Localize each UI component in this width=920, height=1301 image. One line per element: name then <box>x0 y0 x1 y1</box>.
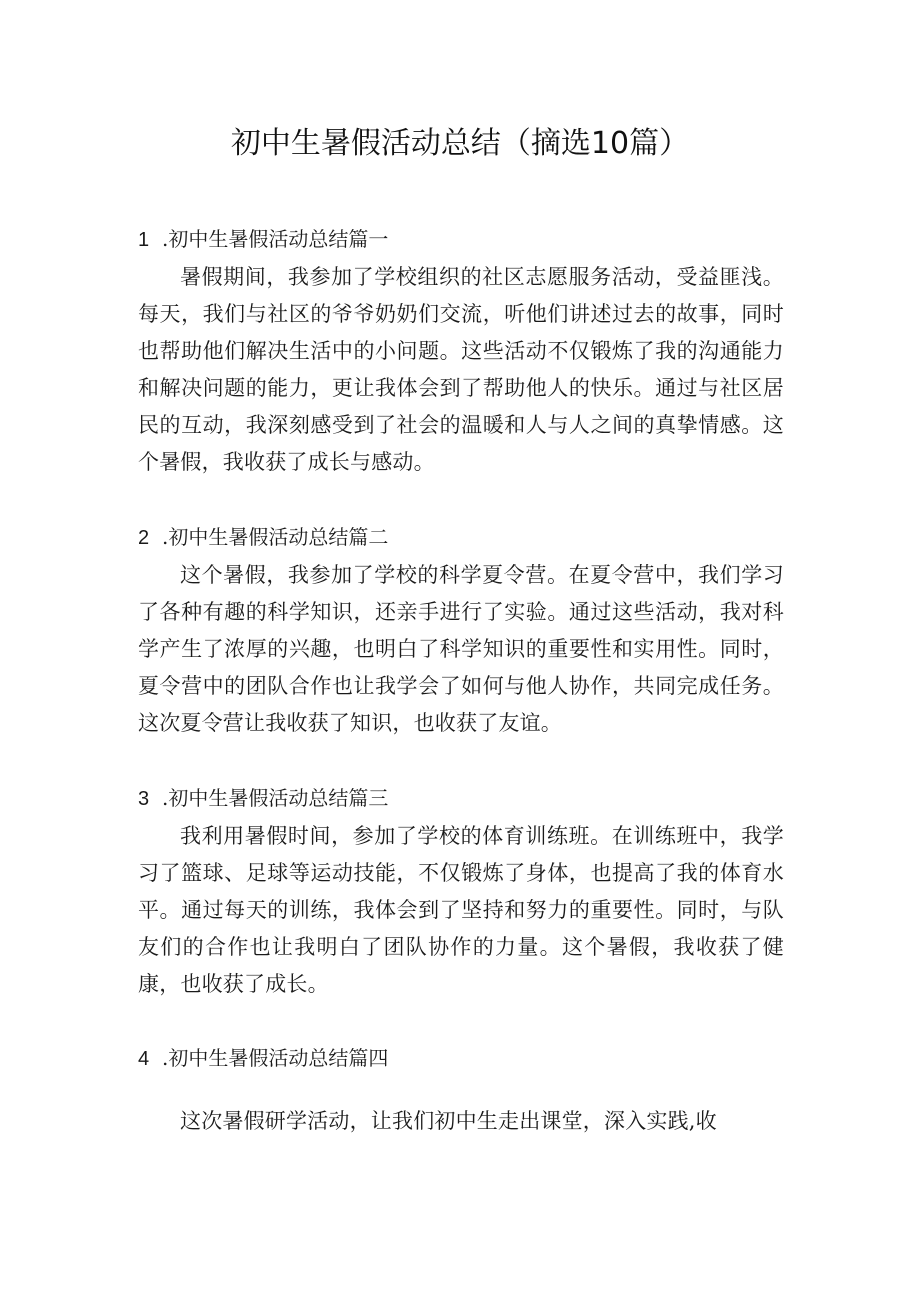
section-heading-text: .初中生暑假活动总结篇四 <box>162 1046 389 1070</box>
section-body: 这个暑假，我参加了学校的科学夏令营。在夏令营中，我们学习了各种有趣的科学知识，还亲手进行了实验。通过这些活动，我对科学产生了浓厚的兴趣，也明白了科学知识的重要性和实用性。同时，夏令营中的团队合作也让我学会了如何与他人协作，共同完成任务。这次夏令营让我收获了知识，也收获了友谊。 <box>138 563 784 735</box>
section-1 <box>138 222 784 481</box>
section-number: 2 <box>138 527 150 549</box>
section-3 <box>138 781 784 1003</box>
section-number: 4 <box>138 1048 150 1070</box>
section-heading <box>138 1041 784 1075</box>
section-number: 3 <box>138 788 150 810</box>
section-heading <box>138 222 784 256</box>
section-heading <box>138 520 784 554</box>
section-body: 我利用暑假时间，参加了学校的体育训练班。在训练班中，我学习了篮球、足球等运动技能，不仅锻炼了身体，也提高了我的体育水平。通过每天的训练，我体会到了坚持和努力的重要性。同时，与队友们的合作也让我明白了团队协作的力量。这个暑假，我收获了健康，也收获了成长。 <box>138 824 784 996</box>
section-4 <box>138 1041 784 1140</box>
section-heading-text: .初中生暑假活动总结篇二 <box>162 525 389 549</box>
section-heading <box>138 781 784 815</box>
section-2 <box>138 520 784 742</box>
section-heading-text: .初中生暑假活动总结篇一 <box>162 227 389 251</box>
section-body: 这次暑假研学活动，让我们初中生走出课堂，深入实践,收 <box>180 1109 717 1133</box>
document-title: 初中生暑假活动总结（摘选10篇） <box>230 126 690 161</box>
section-heading-text: .初中生暑假活动总结篇三 <box>162 786 389 810</box>
section-number: 1 <box>138 229 150 251</box>
section-body: 暑假期间，我参加了学校组织的社区志愿服务活动，受益匪浅。每天，我们与社区的爷爷奶奶们交流，听他们讲述过去的故事，同时也帮助他们解决生活中的小问题。这些活动不仅锻炼了我的沟通能力和解决问题的能力，更让我体会到了帮助他人的快乐。通过与社区居民的互动，我深刻感受到了社会的温暖和人与人之间的真挚情感。这个暑假，我收获了成长与感动。 <box>138 265 784 474</box>
